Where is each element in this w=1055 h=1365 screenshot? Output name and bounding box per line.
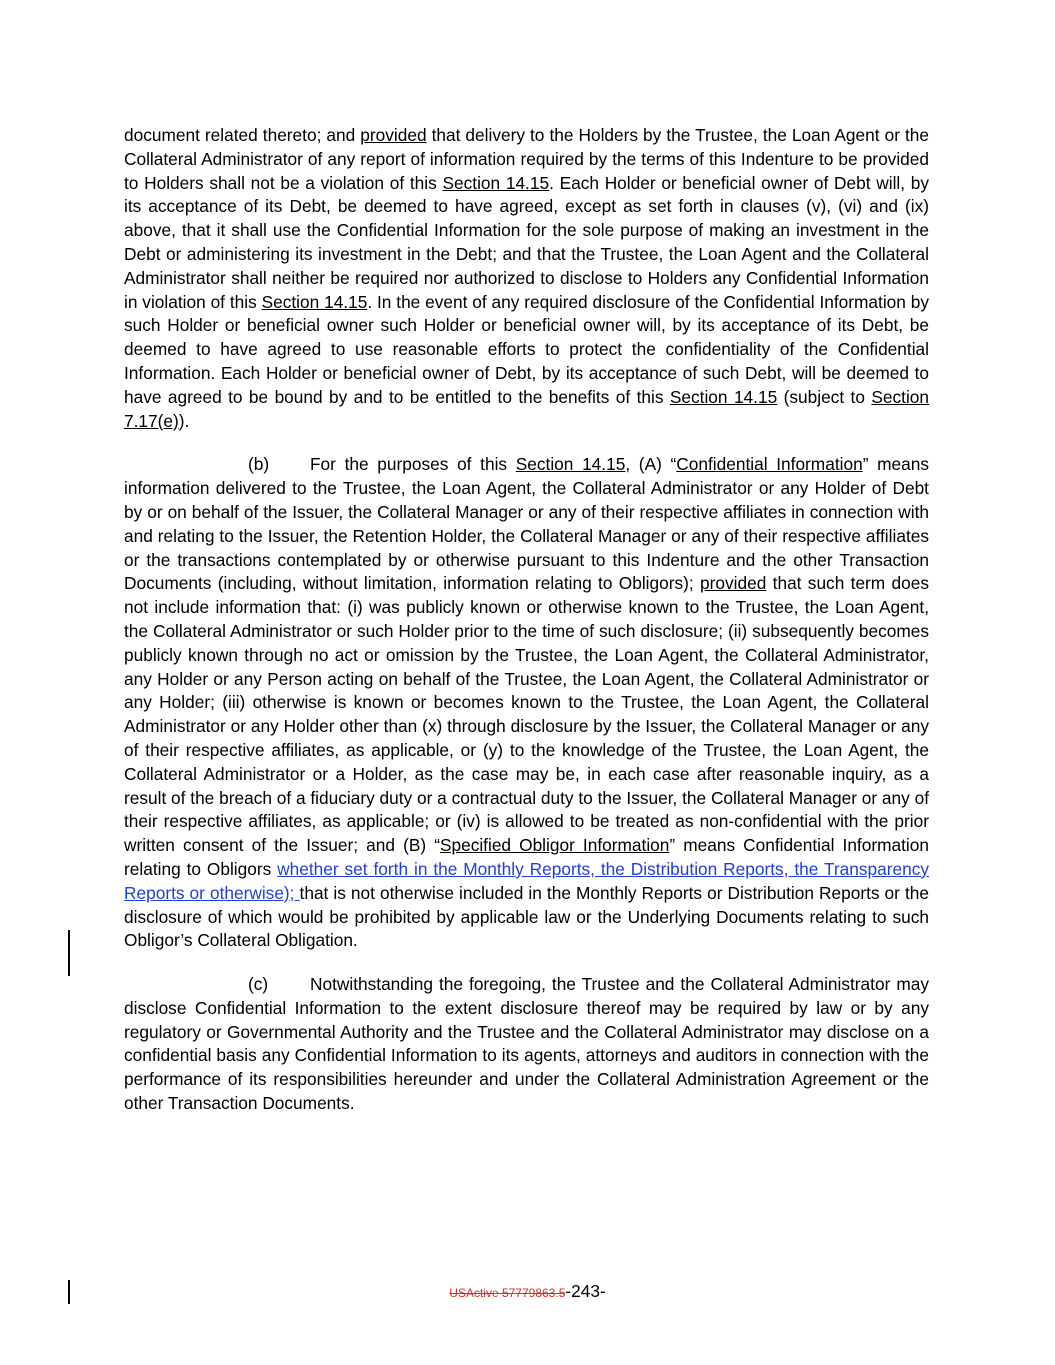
change-bar: [68, 930, 70, 976]
inserted-text: whether set forth in the Monthly Reports, the Distribution Reports, the Transparency Reports or otherwise);: [124, 858, 929, 903]
page-footer: [0, 1279, 1055, 1305]
text: that is not otherwise included in the Monthly Reports or Distribution Reports or the disclosure of which would be prohibited by applicable law or the Underlying Documents relating to such Obligor’s Collateral Obligation.: [124, 882, 929, 951]
paragraph-a: [124, 124, 929, 433]
section-reference: Section 7.17(e): [124, 386, 930, 431]
text: , (A) “: [625, 454, 677, 475]
section-reference: Section 14.15: [442, 172, 550, 193]
document-body: [124, 124, 929, 1116]
paragraph-b: [124, 453, 929, 953]
deleted-document-id: USActive 57779863.5: [449, 1286, 566, 1300]
section-reference: Section 14.15: [515, 454, 626, 475]
text: ” means information delivered to the Trustee, the Loan Agent, the Collateral Administrator or any Holder of Debt by or on behalf of the Issuer, the Collateral Manager or any of their respective affiliates in connection with and relating to the Issuer, the Retention Holder, the Collateral Manager or any of their respective affiliates or the transactions contemplated by or otherwise pursuant to this Indenture and the other Transaction Documents (including, without limitation, information relating to Obligors);: [124, 454, 929, 594]
text: document related thereto; and: [124, 125, 361, 145]
paragraph-c: [124, 973, 929, 1116]
page-number: -243-: [565, 1281, 606, 1301]
text: . Each Holder or beneficial owner of Debt will, by its acceptance of its Debt, be deemed to have agreed, except as set forth in clauses (v), (vi) and (ix) above, that it shall use the Confidential Information for the sole purpose of making an investment in the Debt or administering its investment in the Debt; and that the Trustee, the Loan Agent and the Collateral Administrator shall neither be required nor authorized to disclose to Holders any Confidential Information in violation of this: [124, 172, 930, 312]
text: that such term does not include information that: (i) was publicly known or otherwise known to the Trustee, the Loan Agent, the Collateral Administrator or such Holder prior to the time of such disclosure; (ii) subsequently becomes publicly known through no act or omission by the Trustee, the Loan Agent, the Collateral Administrator, any Holder or any Person acting on behalf of the Trustee, the Loan Agent, the Collateral Administrator or any Holder; (iii) otherwise is known or becomes known to the Trustee, the Loan Agent, the Collateral Administrator or any Holder other than (x) through disclosure by the Issuer, the Collateral Manager or any of their respective affiliates, as applicable, or (y) to the knowledge of the Trustee, the Loan Agent, the Collateral Administrator or a Holder, as the case may be, in each case after reasonable inquiry, as a result of the breach of a fiduciary duty or a contractual duty to the Issuer, the Collateral Manager or any of their respective affiliates, as applicable; or (iv) is allowed to be treated as non-confidential with the prior written consent of the Issuer; and (B) “: [124, 573, 930, 856]
text: (subject to: [777, 386, 872, 407]
text: For the purposes of this: [310, 454, 516, 475]
text: that delivery to the Holders by the Trustee, the Loan Agent or the Collateral Administrator of any report of information required by the terms of this Indenture to be provided to Holders shall not be a violation of this: [124, 125, 929, 193]
provided-term: provided: [360, 125, 427, 145]
paragraph-number: (c): [248, 974, 269, 995]
text: Notwithstanding the foregoing, the Trustee and the Collateral Administrator may disclose Confidential Information to the extent disclosure thereof may be required by law or by any regulatory or Governmental Authority and the Trustee and the Collateral Administrator may disclose on a confidential basis any Confidential Information to its agents, attorneys and auditors in connection with the performance of its responsibilities hereunder and under the Collateral Administration Agreement or the other Transaction Documents.: [124, 974, 929, 1114]
defined-term: Confidential Information: [676, 454, 863, 475]
paragraph-number: (b): [248, 454, 270, 475]
defined-term: Specified Obligor Information: [439, 835, 670, 856]
section-reference: Section 14.15: [261, 291, 368, 312]
text: ).: [178, 410, 190, 431]
text: . In the event of any required disclosure of the Confidential Information by such Holder or beneficial owner such Holder or beneficial owner will, by its acceptance of its Debt, be deemed to have agreed to use reasonable efforts to protect the confidentiality of the Confidential Information. Each Holder or beneficial owner of Debt, by its acceptance of such Debt, will be deemed to have agreed to be bound by and to be entitled to the benefits of this: [124, 291, 930, 407]
provided-term: provided: [700, 573, 767, 594]
text: ” means Confidential Information relating to Obligors: [124, 835, 929, 879]
section-reference: Section 14.15: [669, 386, 778, 407]
